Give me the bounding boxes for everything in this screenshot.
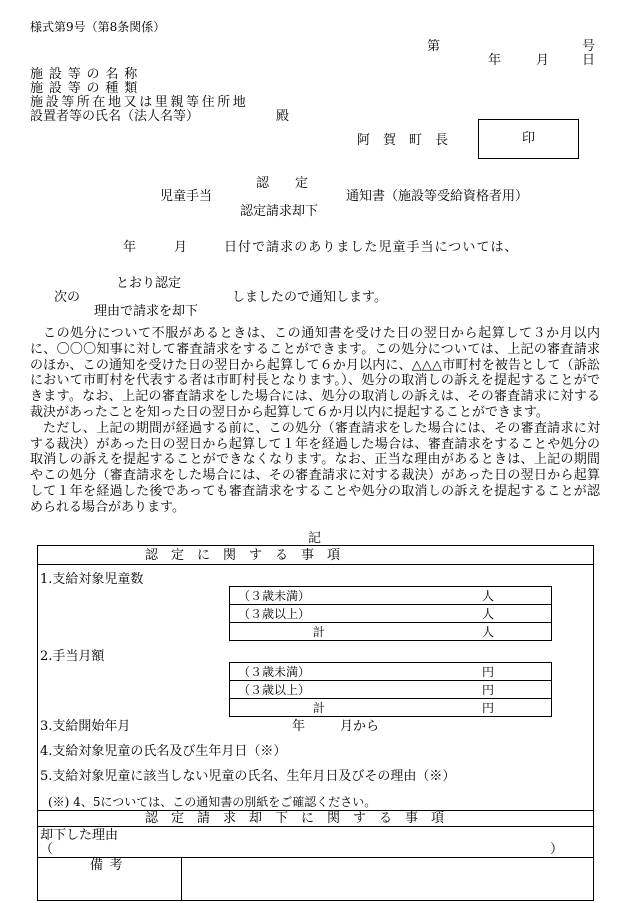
item4-label: 4.支給対象児童の氏名及び生年月日（※） [40, 744, 287, 759]
paren-open: （ [40, 842, 54, 857]
facility-type-label: 施設等の種類 [30, 81, 144, 96]
item1-label: 1.支給対象児童数 [40, 572, 144, 587]
date-month: 月 [536, 53, 550, 68]
item2-label: 2.手当月額 [40, 649, 105, 664]
seal-label: 印 [521, 131, 548, 146]
founder-name-label: 設置者等の氏名（法人名等） [30, 109, 200, 124]
number-go: 号 [582, 39, 596, 54]
item2-total-unit: 円 [482, 701, 495, 715]
item2-row1-label: （３歳未満） [238, 665, 311, 679]
item5-label: 5.支給対象児童に該当しない児童の氏名、生年月日及びその理由（※） [40, 769, 456, 784]
item1-total-label: 計 [313, 625, 326, 639]
appeal-paragraph-2: ただし、上記の期間が経過する前に、この処分（審査請求をした場合には、その審査請求に対する裁決）があった日の翌日から起算して１年を経過した場合は、審査請求をすることや処分の取消しの訴えを提起することができなくなります。なお、正当な理由があるときは、上記の期間やこの処分（審査請求をした場合には、その審査請求に対する裁決）があった日の翌日から起算して１年を経過した後であっても審査請求をすることや処分の取消しの訴えを提起することが認められる場合があります。 [30, 420, 600, 515]
date-year: 年 [488, 53, 502, 68]
item3-label: 3.支給開始年月 [40, 719, 131, 734]
item3-year: 年 [292, 719, 306, 734]
heading-bottom: 認定請求却下 [240, 204, 319, 219]
form-label: 様式第9号（第8条関係） [30, 20, 166, 34]
appeal-notice [30, 326, 600, 516]
item2-row1-unit: 円 [482, 665, 495, 679]
item1-row1-unit: 人 [482, 589, 495, 603]
facility-address-label: 施設等所在地又は里親等住所地 [30, 95, 249, 110]
item1-row2-unit: 人 [482, 607, 495, 621]
reason-label: 却下した理由 [40, 828, 119, 843]
remarks-label: 備考 [90, 858, 130, 873]
number-dai: 第 [427, 39, 441, 54]
intro-text: 日付で請求のありました児童手当については、 [224, 240, 519, 255]
result-suffix: しましたので通知します。 [232, 290, 387, 305]
heading-left: 児童手当 [160, 189, 213, 204]
result-prefix: 次の [54, 290, 81, 305]
note: (※) 4、5については、この通知書の別紙をご確認ください。 [48, 795, 377, 809]
item1-row2-label: （３歳以上） [238, 607, 311, 621]
section-title-certification: 認 定 に 関 す る 事 項 [145, 548, 341, 563]
intro-year: 年 [123, 240, 137, 255]
intro-month: 月 [174, 240, 188, 255]
result-option-bottom: 理由で請求を却下 [94, 304, 199, 319]
item1-row1-label: （３歳未満） [238, 589, 311, 603]
seal-box [478, 119, 579, 159]
heading-right: 通知書（施設等受給資格者用） [346, 189, 529, 204]
date-day: 日 [582, 53, 596, 68]
issuer-title: 阿 賀 町 長 [357, 133, 449, 148]
paren-close: ） [550, 842, 564, 857]
ki-label: 記 [308, 531, 322, 546]
item2-total-label: 計 [313, 701, 326, 715]
item1-total-unit: 人 [482, 625, 495, 639]
section-title-rejection: 認 定 請 求 却 下 に 関 す る 事 項 [145, 811, 445, 826]
honorific: 殿 [276, 109, 290, 124]
facility-name-label: 施設等の名称 [30, 67, 144, 82]
appeal-paragraph-1: この処分について不服があるときは、この通知書を受けた日の翌日から起算して３か月以内に、〇〇〇知事に対して審査請求をすることができます。この処分については、上記の審査請求のほか、この通知を受けた日の翌日から起算して６か月以内に、△△△市町村を被告として（訴訟において市町村を代表する者は市町村長となります。）、処分の取消しの訴えを提起することができます。なお、上記の審査請求をした場合には、処分の取消しの訴えは、その審査請求に対する裁決があったことを知った日の翌日から起算して６か月以内に提起することができます。 [30, 326, 600, 420]
heading-top: 認 定 [256, 176, 309, 191]
result-option-top: とおり認定 [116, 276, 182, 291]
item2-row2-label: （３歳以上） [238, 683, 311, 697]
item2-row2-unit: 円 [482, 683, 495, 697]
item3-month: 月から [340, 719, 380, 734]
